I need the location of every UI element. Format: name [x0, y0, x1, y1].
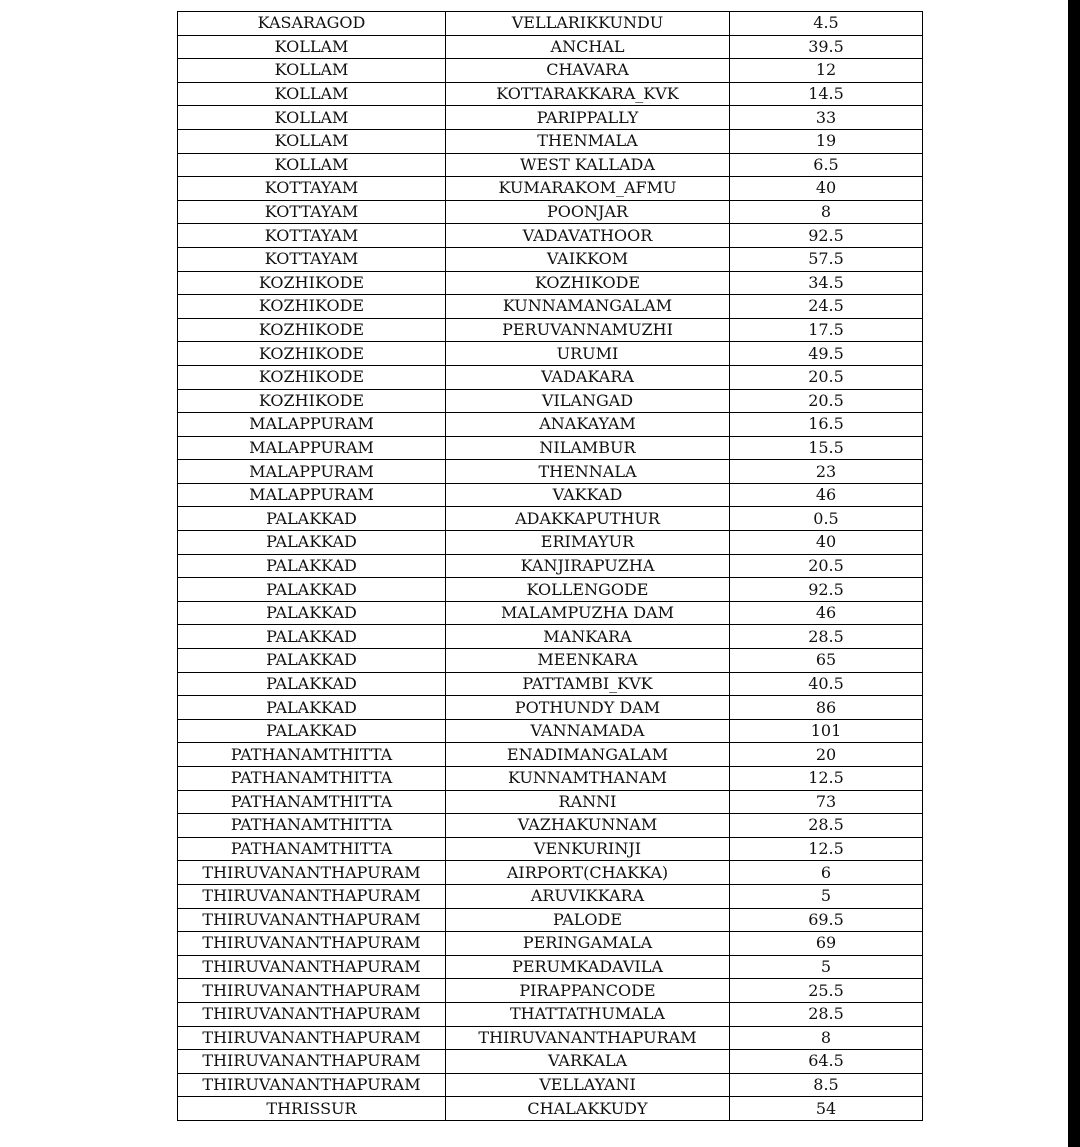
rainfall-value-cell: 6.5 — [730, 153, 923, 177]
district-cell: KOTTAYAM — [178, 247, 446, 271]
rainfall-value-cell: 5 — [730, 884, 923, 908]
rainfall-value-cell: 33 — [730, 106, 923, 130]
district-cell: THIRUVANANTHAPURAM — [178, 908, 446, 932]
district-cell: KOLLAM — [178, 153, 446, 177]
table-row — [178, 271, 923, 295]
station-cell: ARUVIKKARA — [446, 884, 730, 908]
station-cell: VADAVATHOOR — [446, 224, 730, 248]
rainfall-table-body — [178, 12, 923, 1121]
station-cell: ERIMAYUR — [446, 531, 730, 555]
rainfall-value-cell: 64.5 — [730, 1050, 923, 1074]
station-cell: KANJIRAPUZHA — [446, 554, 730, 578]
district-cell: KOZHIKODE — [178, 365, 446, 389]
table-row — [178, 247, 923, 271]
table-row — [178, 908, 923, 932]
rainfall-value-cell: 46 — [730, 601, 923, 625]
district-cell: PATHANAMTHITTA — [178, 743, 446, 767]
district-cell: PATHANAMTHITTA — [178, 767, 446, 791]
district-cell: KOZHIKODE — [178, 295, 446, 319]
table-row — [178, 224, 923, 248]
table-row — [178, 365, 923, 389]
table-row — [178, 1002, 923, 1026]
district-cell: KOTTAYAM — [178, 177, 446, 201]
rainfall-value-cell: 15.5 — [730, 436, 923, 460]
table-row — [178, 177, 923, 201]
rainfall-value-cell: 34.5 — [730, 271, 923, 295]
table-row — [178, 35, 923, 59]
district-cell: PALAKKAD — [178, 578, 446, 602]
rainfall-value-cell: 8.5 — [730, 1073, 923, 1097]
table-row — [178, 295, 923, 319]
table-row — [178, 1026, 923, 1050]
table-row — [178, 837, 923, 861]
table-row — [178, 1073, 923, 1097]
station-cell: POONJAR — [446, 200, 730, 224]
table-row — [178, 531, 923, 555]
district-cell: KOZHIKODE — [178, 389, 446, 413]
rainfall-value-cell: 12.5 — [730, 767, 923, 791]
station-cell: KOTTARAKKARA_KVK — [446, 82, 730, 106]
district-cell: KOLLAM — [178, 59, 446, 83]
rainfall-value-cell: 25.5 — [730, 979, 923, 1003]
rainfall-value-cell: 20 — [730, 743, 923, 767]
rainfall-value-cell: 8 — [730, 1026, 923, 1050]
table-row — [178, 460, 923, 484]
rainfall-value-cell: 69 — [730, 932, 923, 956]
table-row — [178, 790, 923, 814]
table-row — [178, 932, 923, 956]
district-cell: THIRUVANANTHAPURAM — [178, 979, 446, 1003]
station-cell: VENKURINJI — [446, 837, 730, 861]
table-row — [178, 389, 923, 413]
station-cell: MEENKARA — [446, 649, 730, 673]
station-cell: VELLARIKKUNDU — [446, 12, 730, 36]
district-cell: PALAKKAD — [178, 554, 446, 578]
district-cell: KOLLAM — [178, 82, 446, 106]
station-cell: RANNI — [446, 790, 730, 814]
table-row — [178, 601, 923, 625]
district-cell: THIRUVANANTHAPURAM — [178, 1073, 446, 1097]
table-row — [178, 200, 923, 224]
station-cell: KOLLENGODE — [446, 578, 730, 602]
station-cell: ADAKKAPUTHUR — [446, 507, 730, 531]
table-row — [178, 578, 923, 602]
station-cell: VAZHAKUNNAM — [446, 814, 730, 838]
district-cell: THIRUVANANTHAPURAM — [178, 1050, 446, 1074]
table-row — [178, 129, 923, 153]
table-row — [178, 884, 923, 908]
district-cell: THIRUVANANTHAPURAM — [178, 861, 446, 885]
rainfall-value-cell: 28.5 — [730, 1002, 923, 1026]
district-cell: KOZHIKODE — [178, 318, 446, 342]
district-cell: THRISSUR — [178, 1097, 446, 1121]
station-cell: URUMI — [446, 342, 730, 366]
rainfall-value-cell: 20.5 — [730, 554, 923, 578]
rainfall-value-cell: 73 — [730, 790, 923, 814]
rainfall-value-cell: 4.5 — [730, 12, 923, 36]
table-row — [178, 483, 923, 507]
district-cell: KOLLAM — [178, 129, 446, 153]
table-row — [178, 955, 923, 979]
station-cell: ANCHAL — [446, 35, 730, 59]
rainfall-value-cell: 8 — [730, 200, 923, 224]
station-cell: KUMARAKOM_AFMU — [446, 177, 730, 201]
station-cell: VANNAMADA — [446, 719, 730, 743]
table-row — [178, 106, 923, 130]
station-cell: PIRAPPANCODE — [446, 979, 730, 1003]
district-cell: KASARAGOD — [178, 12, 446, 36]
district-cell: PATHANAMTHITTA — [178, 814, 446, 838]
rainfall-value-cell: 40 — [730, 177, 923, 201]
rainfall-value-cell: 12.5 — [730, 837, 923, 861]
rainfall-value-cell: 54 — [730, 1097, 923, 1121]
rainfall-value-cell: 92.5 — [730, 578, 923, 602]
station-cell: ANAKAYAM — [446, 413, 730, 437]
table-row — [178, 672, 923, 696]
station-cell: ENADIMANGALAM — [446, 743, 730, 767]
district-cell: MALAPPURAM — [178, 483, 446, 507]
station-cell: NILAMBUR — [446, 436, 730, 460]
rainfall-value-cell: 5 — [730, 955, 923, 979]
table-row — [178, 1097, 923, 1121]
district-cell: KOTTAYAM — [178, 200, 446, 224]
table-row — [178, 507, 923, 531]
table-row — [178, 436, 923, 460]
table-row — [178, 413, 923, 437]
rainfall-value-cell: 28.5 — [730, 814, 923, 838]
station-cell: KOZHIKODE — [446, 271, 730, 295]
table-row — [178, 1050, 923, 1074]
rainfall-value-cell: 17.5 — [730, 318, 923, 342]
station-cell: VAIKKOM — [446, 247, 730, 271]
station-cell: PALODE — [446, 908, 730, 932]
station-cell: CHALAKKUDY — [446, 1097, 730, 1121]
station-cell: PERUVANNAMUZHI — [446, 318, 730, 342]
station-cell: VADAKARA — [446, 365, 730, 389]
table-row — [178, 82, 923, 106]
district-cell: PALAKKAD — [178, 672, 446, 696]
station-cell: VILANGAD — [446, 389, 730, 413]
station-cell: POTHUNDY DAM — [446, 696, 730, 720]
station-cell: VELLAYANI — [446, 1073, 730, 1097]
rainfall-value-cell: 24.5 — [730, 295, 923, 319]
station-cell: CHAVARA — [446, 59, 730, 83]
station-cell: AIRPORT(CHAKKA) — [446, 861, 730, 885]
station-cell: VAKKAD — [446, 483, 730, 507]
rainfall-value-cell: 92.5 — [730, 224, 923, 248]
district-cell: KOTTAYAM — [178, 224, 446, 248]
district-cell: PALAKKAD — [178, 696, 446, 720]
station-cell: THENMALA — [446, 129, 730, 153]
rainfall-value-cell: 46 — [730, 483, 923, 507]
district-cell: KOZHIKODE — [178, 342, 446, 366]
table-row — [178, 814, 923, 838]
table-row — [178, 861, 923, 885]
rainfall-value-cell: 101 — [730, 719, 923, 743]
table-row — [178, 979, 923, 1003]
district-cell: PALAKKAD — [178, 601, 446, 625]
rainfall-value-cell: 14.5 — [730, 82, 923, 106]
station-cell: KUNNAMANGALAM — [446, 295, 730, 319]
table-row — [178, 12, 923, 36]
rainfall-value-cell: 0.5 — [730, 507, 923, 531]
rainfall-value-cell: 23 — [730, 460, 923, 484]
table-row — [178, 767, 923, 791]
district-cell: KOLLAM — [178, 35, 446, 59]
rainfall-value-cell: 19 — [730, 129, 923, 153]
station-cell: PERINGAMALA — [446, 932, 730, 956]
table-row — [178, 153, 923, 177]
rainfall-value-cell: 57.5 — [730, 247, 923, 271]
district-cell: PALAKKAD — [178, 649, 446, 673]
district-cell: PALAKKAD — [178, 625, 446, 649]
rainfall-value-cell: 49.5 — [730, 342, 923, 366]
district-cell: THIRUVANANTHAPURAM — [178, 955, 446, 979]
station-cell: PATTAMBI_KVK — [446, 672, 730, 696]
table-row — [178, 554, 923, 578]
district-cell: THIRUVANANTHAPURAM — [178, 932, 446, 956]
district-cell: MALAPPURAM — [178, 413, 446, 437]
station-cell: VARKALA — [446, 1050, 730, 1074]
district-cell: PATHANAMTHITTA — [178, 837, 446, 861]
station-cell: WEST KALLADA — [446, 153, 730, 177]
district-cell: THIRUVANANTHAPURAM — [178, 884, 446, 908]
rainfall-value-cell: 20.5 — [730, 389, 923, 413]
rainfall-value-cell: 6 — [730, 861, 923, 885]
station-cell: THIRUVANANTHAPURAM — [446, 1026, 730, 1050]
district-cell: PALAKKAD — [178, 719, 446, 743]
rainfall-value-cell: 69.5 — [730, 908, 923, 932]
district-cell: THIRUVANANTHAPURAM — [178, 1026, 446, 1050]
table-row — [178, 625, 923, 649]
table-row — [178, 649, 923, 673]
rainfall-value-cell: 40 — [730, 531, 923, 555]
table-row — [178, 719, 923, 743]
rainfall-value-cell: 65 — [730, 649, 923, 673]
station-cell: KUNNAMTHANAM — [446, 767, 730, 791]
district-cell: PALAKKAD — [178, 507, 446, 531]
rainfall-value-cell: 12 — [730, 59, 923, 83]
district-cell: MALAPPURAM — [178, 436, 446, 460]
district-cell: THIRUVANANTHAPURAM — [178, 1002, 446, 1026]
station-cell: MANKARA — [446, 625, 730, 649]
screen-edge-border — [1068, 0, 1080, 1147]
district-cell: PATHANAMTHITTA — [178, 790, 446, 814]
district-cell: KOZHIKODE — [178, 271, 446, 295]
rainfall-value-cell: 40.5 — [730, 672, 923, 696]
table-row — [178, 59, 923, 83]
station-cell: MALAMPUZHA DAM — [446, 601, 730, 625]
table-row — [178, 318, 923, 342]
table-row — [178, 696, 923, 720]
rainfall-table — [177, 11, 923, 1121]
station-cell: PARIPPALLY — [446, 106, 730, 130]
rainfall-value-cell: 28.5 — [730, 625, 923, 649]
district-cell: KOLLAM — [178, 106, 446, 130]
district-cell: MALAPPURAM — [178, 460, 446, 484]
station-cell: PERUMKADAVILA — [446, 955, 730, 979]
rainfall-value-cell: 20.5 — [730, 365, 923, 389]
station-cell: THENNALA — [446, 460, 730, 484]
rainfall-value-cell: 39.5 — [730, 35, 923, 59]
district-cell: PALAKKAD — [178, 531, 446, 555]
rainfall-value-cell: 16.5 — [730, 413, 923, 437]
station-cell: THATTATHUMALA — [446, 1002, 730, 1026]
table-row — [178, 342, 923, 366]
rainfall-value-cell: 86 — [730, 696, 923, 720]
table-row — [178, 743, 923, 767]
